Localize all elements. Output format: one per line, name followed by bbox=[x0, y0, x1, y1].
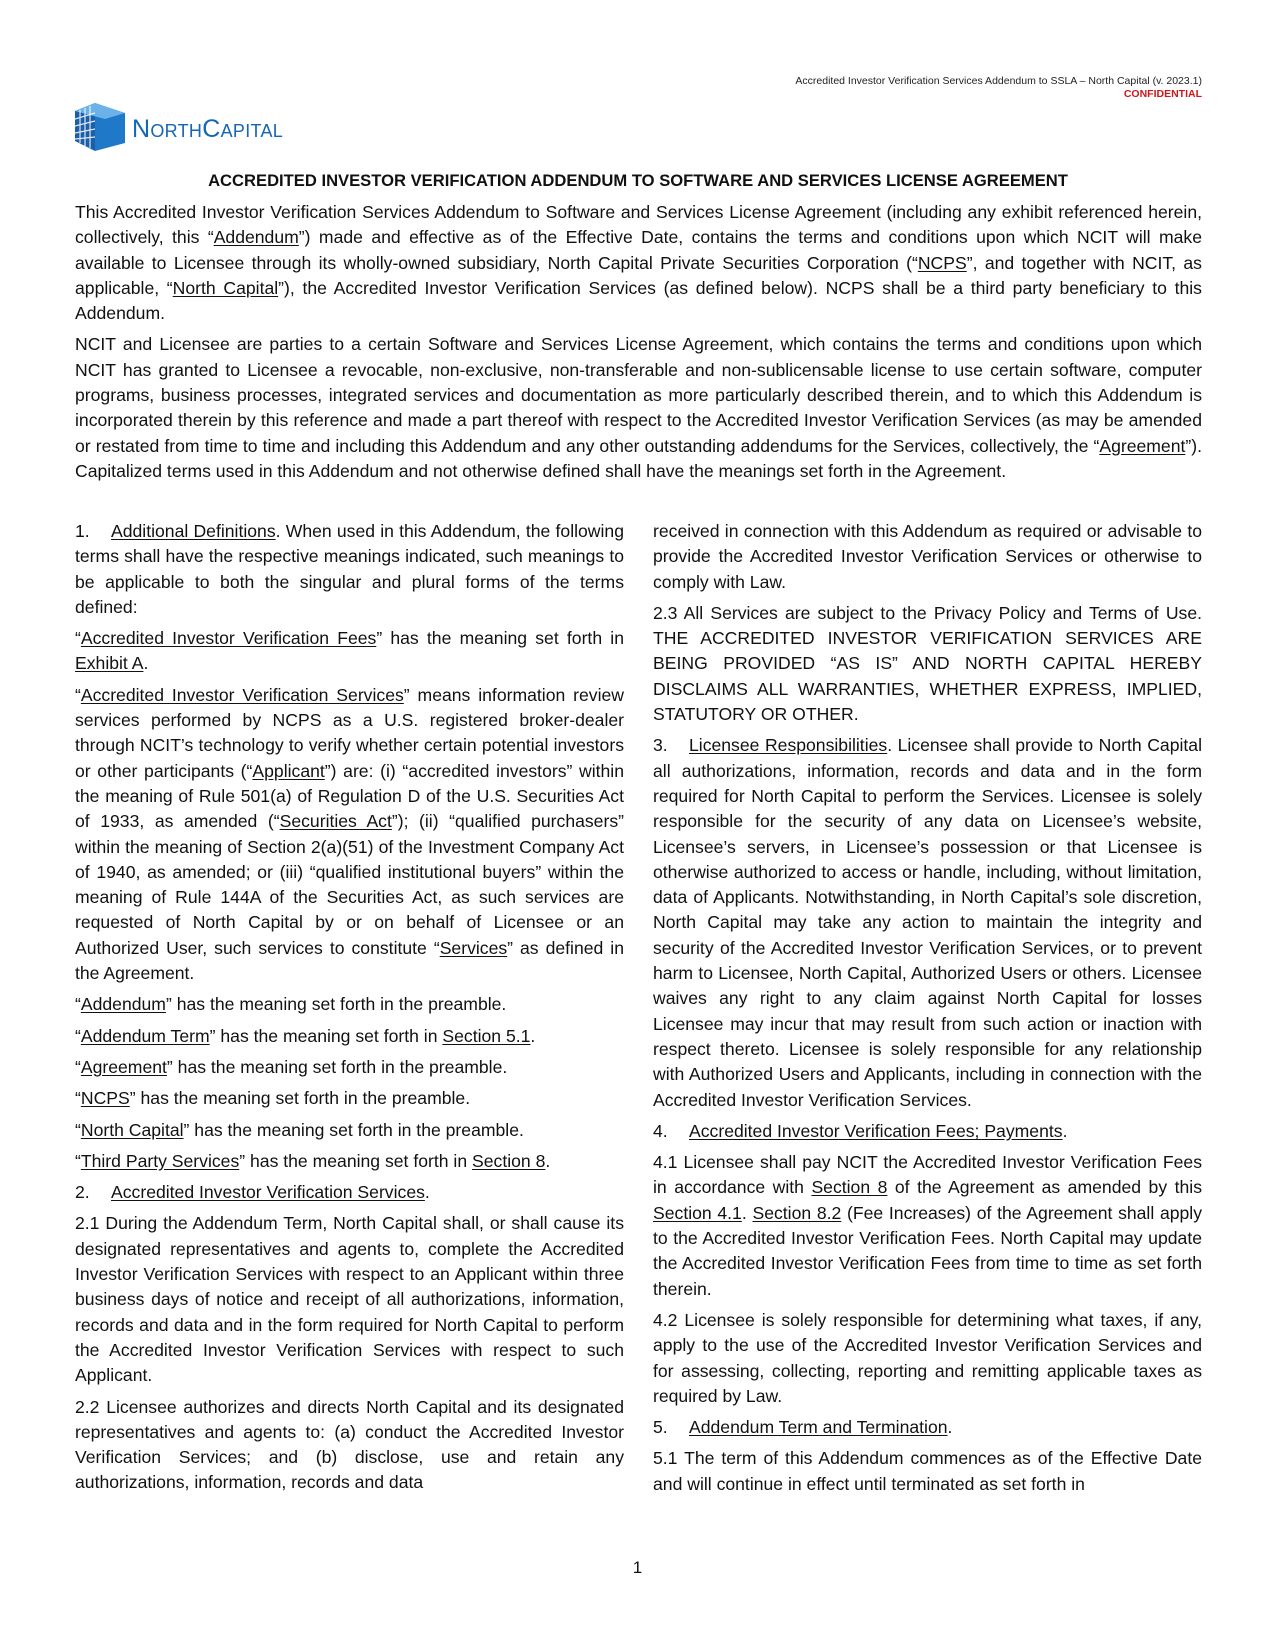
section-2-2-continued: received in connection with this Addendum as required or advisable to provide the Accredited Investor Verification Services or otherwise to comply with Law. bbox=[653, 521, 1202, 592]
doc-reference: Accredited Investor Verification Services Addendum to SSLA – North Capital (v. 2023.1) bbox=[795, 75, 1202, 87]
logo-wordmark: NorthCapital bbox=[132, 114, 284, 143]
right-column bbox=[653, 519, 1202, 1503]
building-logo-icon bbox=[75, 99, 125, 151]
section-heading: Accredited Investor Verification Fees; Payments bbox=[689, 1120, 1063, 1141]
definition-addendum: “Addendum” has the meaning set forth in the preamble. bbox=[75, 994, 507, 1015]
cross-reference: Section 5.1 bbox=[442, 1025, 531, 1046]
section-5-1: 5.1 The term of this Addendum commences as of the Effective Date and will continue in effect until terminated as set forth in bbox=[653, 1448, 1202, 1494]
left-column bbox=[75, 519, 624, 1502]
confidential-label: CONFIDENTIAL bbox=[1123, 88, 1202, 100]
section-heading: Licensee Responsibilities bbox=[689, 735, 888, 756]
section-2-1: 2.1 During the Addendum Term, North Capital shall, or shall cause its designated representatives and agents to, complete the Accredited Investor Verification Services with respect to an Applicant within three business days of notice and receipt of all authorizations, information, records and data and in the form required for North Capital to perform the Accredited Investor Verification Services with respect to such Applicant. bbox=[75, 1213, 624, 1386]
section-heading: Accredited Investor Verification Services bbox=[111, 1182, 425, 1203]
defined-term: Addendum bbox=[213, 227, 299, 248]
intro-section bbox=[75, 200, 1202, 490]
definition-fees: “Accredited Investor Verification Fees” has the meaning set forth in Exhibit A. bbox=[75, 628, 624, 674]
cross-reference: Section 8.2 bbox=[752, 1202, 842, 1223]
section-4: 4. Accredited Investor Verification Fees; Payments. bbox=[653, 1120, 1068, 1141]
definition-ncps: “NCPS” has the meaning set forth in the preamble. bbox=[75, 1088, 471, 1109]
defined-term: North Capital bbox=[172, 277, 279, 298]
defined-term: Agreement bbox=[1099, 435, 1186, 456]
section-heading: Addendum Term and Termination bbox=[689, 1417, 948, 1438]
header-meta bbox=[795, 75, 1202, 101]
intro-paragraph-1: This Accredited Investor Verification Services Addendum to Software and Services License Agreement (including any exhibit referenced herein, collectively, this “Addendum”) made and effective as of the Effective Date, contains the terms and conditions upon which NCIT will make available to Licensee through its wholly-owned subsidiary, North Capital Private Securities Corporation (“NCPS”, and together with NCIT, as applicable, “North Capital”), the Accredited Investor Verification Services (as defined below). NCPS shall be a third party beneficiary to this Addendum. bbox=[75, 202, 1202, 324]
section-4-2: 4.2 Licensee is solely responsible for determining what taxes, if any, apply to the use of the Accredited Investor Verification Services and for assessing, collecting, reporting and remitting applicable taxes as required by Law. bbox=[653, 1309, 1202, 1406]
section-3: 3. Licensee Responsibilities. Licensee shall provide to North Capital all authorizations, information, records and data and in the form required for North Capital to perform the Services. Licensee is solely responsible for the security of any data on Licensee’s website, Licensee’s servers, in Licensee’s possession or that Licensee is otherwise authorized to access or handle, including, without limitation, data of Applicants. Notwithstanding, in North Capital’s sole discretion, North Capital may take any action to maintain the integrity and security of the Accredited Investor Verification Services, or to prevent harm to Licensee, North Capital, Authorized Users or others. Licensee waives any right to any claim against North Capital for losses Licensee may incur that may result from such action or inaction with respect thereto. Licensee is solely responsible for any relationship with Authorized Users and Applicants, including in connection with the Accredited Investor Verification Services. bbox=[653, 735, 1202, 1110]
section-2-3: 2.3 All Services are subject to the Privacy Policy and Terms of Use. THE ACCREDITED INVESTOR VERIFICATION SERVICES ARE BEING PROVIDED “AS IS” AND NORTH CAPITAL HEREBY DISCLAIMS ALL WARRANTIES, WHETHER EXPRESS, IMPLIED, STATUTORY OR OTHER. bbox=[653, 602, 1202, 725]
cross-reference: Section 8 bbox=[811, 1177, 888, 1198]
cross-reference: Section 8 bbox=[472, 1150, 546, 1171]
company-logo bbox=[75, 99, 283, 151]
definition-services: “Accredited Investor Verification Services” means information review services performed by NCPS as a U.S. registered broker-dealer through NCIT’s technology to verify whether certain potential investors or other participants (“Applicant”) are: (i) “accredited investors” within the meaning of Rule 501(a) of Regulation D of the U.S. Securities Act of 1933, as amended (“Securities Act”); (ii) “qualified purchasers” within the meaning of Section 2(a)(51) of the Investment Company Act of 1940, as amended; or (iii) “qualified institutional buyers” within the meaning of Rule 144A of the Securities Act, as such services are requested of North Capital by or on behalf of Licensee or an Authorized User, such services to constitute “Services” as defined in the Agreement. bbox=[75, 684, 624, 984]
definition-north-capital: “North Capital” has the meaning set forth in the preamble. bbox=[75, 1119, 524, 1140]
section-2-2: 2.2 Licensee authorizes and directs North Capital and its designated representatives and agents to: (a) conduct the Accredited Investor Verification Services; and (b) disclose, use and retain any authorizations, information, records and data bbox=[75, 1396, 624, 1493]
section-4-1: 4.1 Licensee shall pay NCIT the Accredited Investor Verification Fees in accordance with Section 8 of the Agreement as amended by this Section 4.1. Section 8.2 (Fee Increases) of the Agreement shall apply to the Accredited Investor Verification Fees. North Capital may update the Accredited Investor Verification Fees from time to time as set forth therein. bbox=[653, 1152, 1203, 1299]
intro-paragraph-2: NCIT and Licensee are parties to a certain Software and Services License Agreement, which contains the terms and conditions upon which NCIT has granted to Licensee a revocable, non-exclusive, non-transferable and non-sublicensable license to use certain software, computer programs, business processes, integrated services and documentation as more particularly described therein, and to which this Addendum is incorporated therein by this reference and made a part thereof with respect to the Accredited Investor Verification Services (as may be amended or restated from time to time and including this Addendum and any other outstanding addendums for the Services, collectively, the “Agreement”). Capitalized terms used in this Addendum and not otherwise defined shall have the meanings set forth in the Agreement. bbox=[75, 334, 1202, 481]
definition-agreement: “Agreement” has the meaning set forth in the preamble. bbox=[75, 1056, 508, 1077]
defined-term: NCPS bbox=[917, 252, 967, 273]
definition-addendum-term: “Addendum Term” has the meaning set forth in Section 5.1. bbox=[75, 1025, 536, 1046]
page-number: 1 bbox=[632, 1558, 643, 1577]
section-1: 1. Additional Definitions. When used in this Addendum, the following terms shall have the respective meanings indicated, such meanings to be applicable to both the singular and plural forms of the terms defined: bbox=[75, 521, 624, 617]
section-5: 5. Addendum Term and Termination. bbox=[653, 1417, 953, 1438]
definition-third-party-services: “Third Party Services” has the meaning set forth in Section 8. bbox=[75, 1150, 551, 1171]
section-heading: Additional Definitions bbox=[111, 521, 276, 541]
document-title: ACCREDITED INVESTOR VERIFICATION ADDENDUM TO SOFTWARE AND SERVICES LICENSE AGREEMENT bbox=[208, 171, 1068, 190]
section-2: 2. Accredited Investor Verification Services. bbox=[75, 1182, 430, 1203]
cross-reference: Section 4.1 bbox=[653, 1202, 742, 1223]
cross-reference: Exhibit A bbox=[75, 653, 144, 674]
